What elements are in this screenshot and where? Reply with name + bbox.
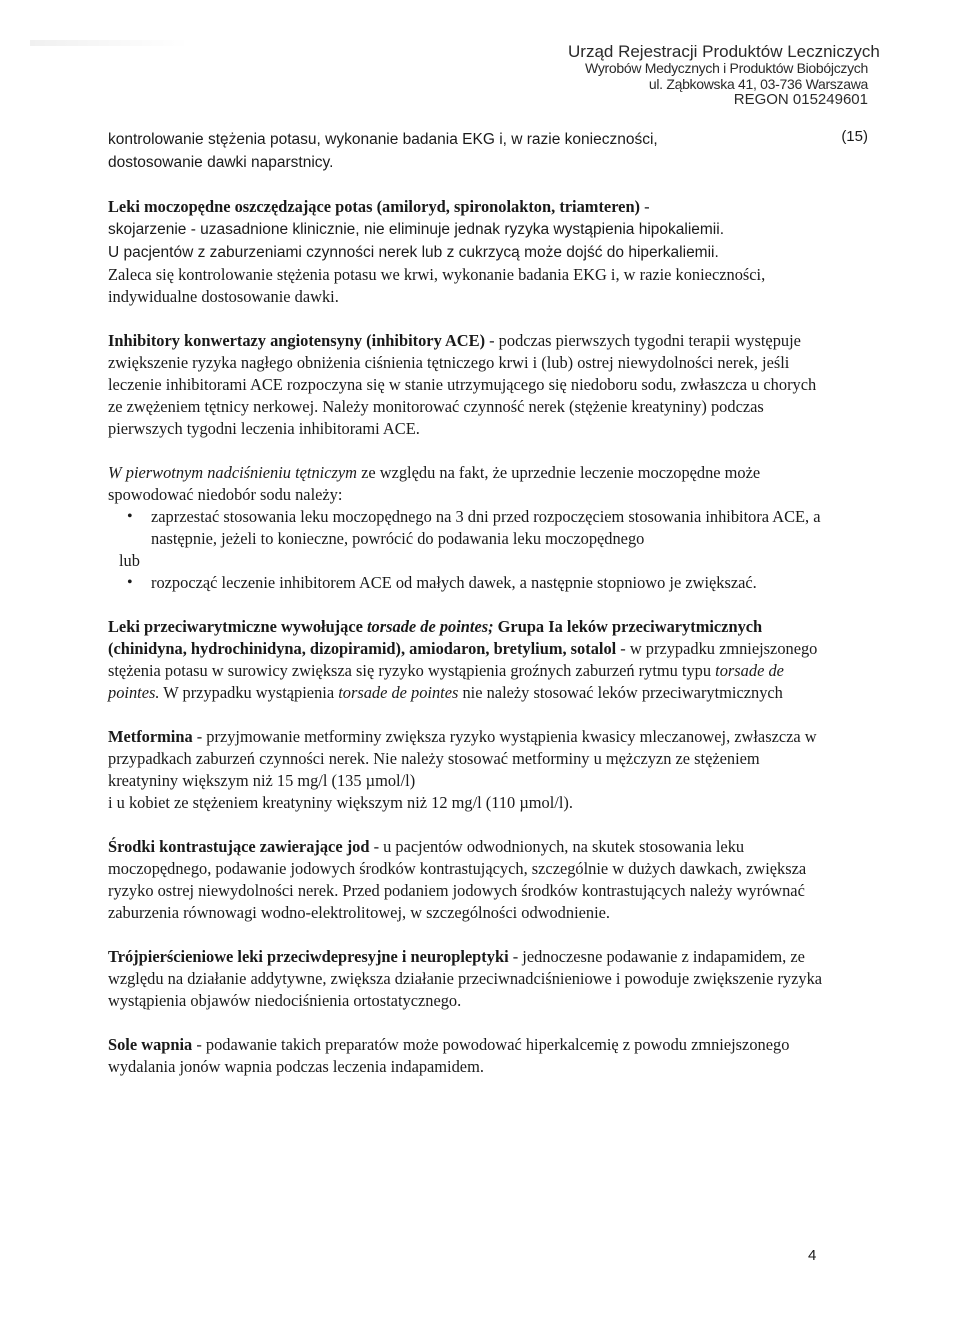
paragraph-text: - podawanie takich preparatów może powodować hiperkalcemię z powodu zmniejszonego wydalania jonów wapnia podczas leczenia indapamidem. [108, 1035, 790, 1076]
scan-artifact [30, 40, 190, 46]
paragraph-text: i u kobiet ze stężeniem kreatyniny większym niż 12 mg/l (110 µmol/l). [108, 793, 573, 812]
section-heading: Leki moczopędne oszczędzające potas (amiloryd, spironolakton, triamteren) [108, 197, 641, 216]
paragraph-text: - w przypadku zmniejszonego stężenia potasu w surowicy zwiększa się ryzyko wystąpienia groźnych zaburzeń rytmu typu [108, 639, 818, 680]
list-item: • rozpocząć leczenie inhibitorem ACE od małych dawek, a następnie stopniowo je zwiększać. [108, 572, 828, 594]
paragraph-text: kontrolowanie stężenia potasu, wykonanie badania EKG i, w razie konieczności, [108, 131, 658, 148]
section-heading: Metformina [108, 727, 193, 746]
separator: - [640, 197, 650, 216]
heading-part: Grupa Ia leków przeciwarytmicznych (chinidyna, hydrochinidyna, dizopiramid), amiodaron, bretylium, sotalol [108, 617, 763, 658]
paragraph-text: - podczas pierwszych tygodni terapii występuje zwiększenie ryzyka nagłego obniżenia ciśnienia tętniczego krwi i (lub) ostrej niewydolności nerek, jeśli leczenie inhibitorami ACE rozpoczyna się w stanie utrzymującego się niedoboru sodu, zwłaszcza u chorych ze zwężeniem tętnicy nerkowej. Należy monitorować czynność nerek (stężenie kreatyniny) podczas pierwszych tygodni leczenia inhibitorami ACE. [108, 331, 817, 438]
stamp-line-3: ul. Ząbkowska 41, 03-736 Warszawa [648, 76, 868, 92]
paragraph-text: Zaleca się kontrolowanie stężenia potasu we krwi, wykonanie badania EKG i, w razie konieczności, indywidualne dostosowanie dawki. [108, 265, 766, 306]
paragraph-text: dostosowanie dawki naparstnicy. [108, 154, 334, 171]
office-stamp [568, 42, 880, 108]
stamp-line-2: Wyrobów Medycznych i Produktów Biobójczych [585, 60, 868, 76]
stamp-line-1: Urząd Rejestracji Produktów Leczniczych [568, 42, 880, 61]
document-body [108, 128, 828, 1100]
paragraph-digitalis [108, 128, 828, 174]
list-connector: lub [119, 551, 140, 570]
section-heading: Sole wapnia [108, 1035, 193, 1054]
italic-term: W pierwotnym nadciśnieniu tętniczym [108, 463, 357, 482]
paragraph-text: U pacjentów z zaburzeniami czynności nerek lub z cukrzycą może dojść do hiperkaliemii. [108, 244, 719, 261]
paragraph-text: skojarzenie - uzasadnione klinicznie, nie eliminuje jednak ryzyka wystąpienia hipokaliemii. [108, 221, 725, 238]
list-item: • zaprzestać stosowania leku moczopędnego na 3 dni przed rozpoczęciem stosowania inhibitora ACE, a następnie, jeżeli to konieczne, powrócić do podawania leku moczopędnego [108, 506, 828, 550]
paragraph-text: - przyjmowanie metforminy zwiększa ryzyko wystąpienia kwasicy mleczanowej, zwłaszcza w przypadkach zaburzeń czynności nerek. Nie należy stosować metforminy u mężczyzn ze stężeniem kreatyniny większym niż 15 mg/l (135 µmol/l) [108, 727, 817, 790]
section-heading: Inhibitory konwertazy angiotensyny (inhibitory ACE) [108, 331, 486, 350]
stamp-line-4: REGON 015249601 [733, 91, 868, 108]
paragraph-primary-hypertension [108, 462, 828, 594]
page-number: 4 [808, 1247, 817, 1264]
paragraph-antiarrhythmics [108, 616, 828, 704]
paragraph-contrast-agents [108, 836, 828, 924]
stamp-page-mark: (15) [841, 128, 868, 145]
paragraph-calcium-salts [108, 1034, 828, 1078]
section-heading: Trójpierścieniowe leki przeciwdepresyjne i neuropleptyki [108, 947, 509, 966]
paragraph-text: nie należy stosować leków przeciwarytmicznych [458, 683, 783, 702]
italic-term: torsade de pointes [338, 683, 459, 702]
paragraph-ace-inhibitors [108, 330, 828, 440]
paragraph-text: - u pacjentów odwodnionych, na skutek stosowania leku moczopędnego, podawanie jodowych środków kontrastujących, szczególnie w dużych dawkach, zwiększa ryzyko ostrej niewydolności nerek. Przed podaniem jodowych środków kontrastujących należy wyrównać zaburzenia równowagi wodno-elektrolitowej, w szczególności odwodnienie. [108, 837, 807, 922]
paragraph-text: ze względu na fakt, że uprzednie leczenie moczopędne może spowodować niedobór sodu należy: [108, 463, 761, 504]
paragraph-potassium-sparing [108, 196, 828, 308]
italic-term: torsade de pointes. [108, 661, 784, 702]
paragraph-metformin [108, 726, 828, 814]
heading-part: Leki przeciwarytmiczne wywołujące [108, 617, 367, 636]
paragraph-text: - jednoczesne podawanie z indapamidem, ze względu na działanie addytywne, zwiększa działanie przeciwnadciśnieniowe i powoduje zwiększenie ryzyka wystąpienia objawów niedociśnienia ortostatycznego. [108, 947, 823, 1010]
paragraph-intro [108, 462, 828, 506]
paragraph-text: W przypadku wystąpienia [159, 683, 339, 702]
section-heading: Środki kontrastujące zawierające jod [108, 837, 370, 856]
paragraph-tricyclic [108, 946, 828, 1012]
heading-italic: torsade de pointes; [367, 617, 494, 636]
